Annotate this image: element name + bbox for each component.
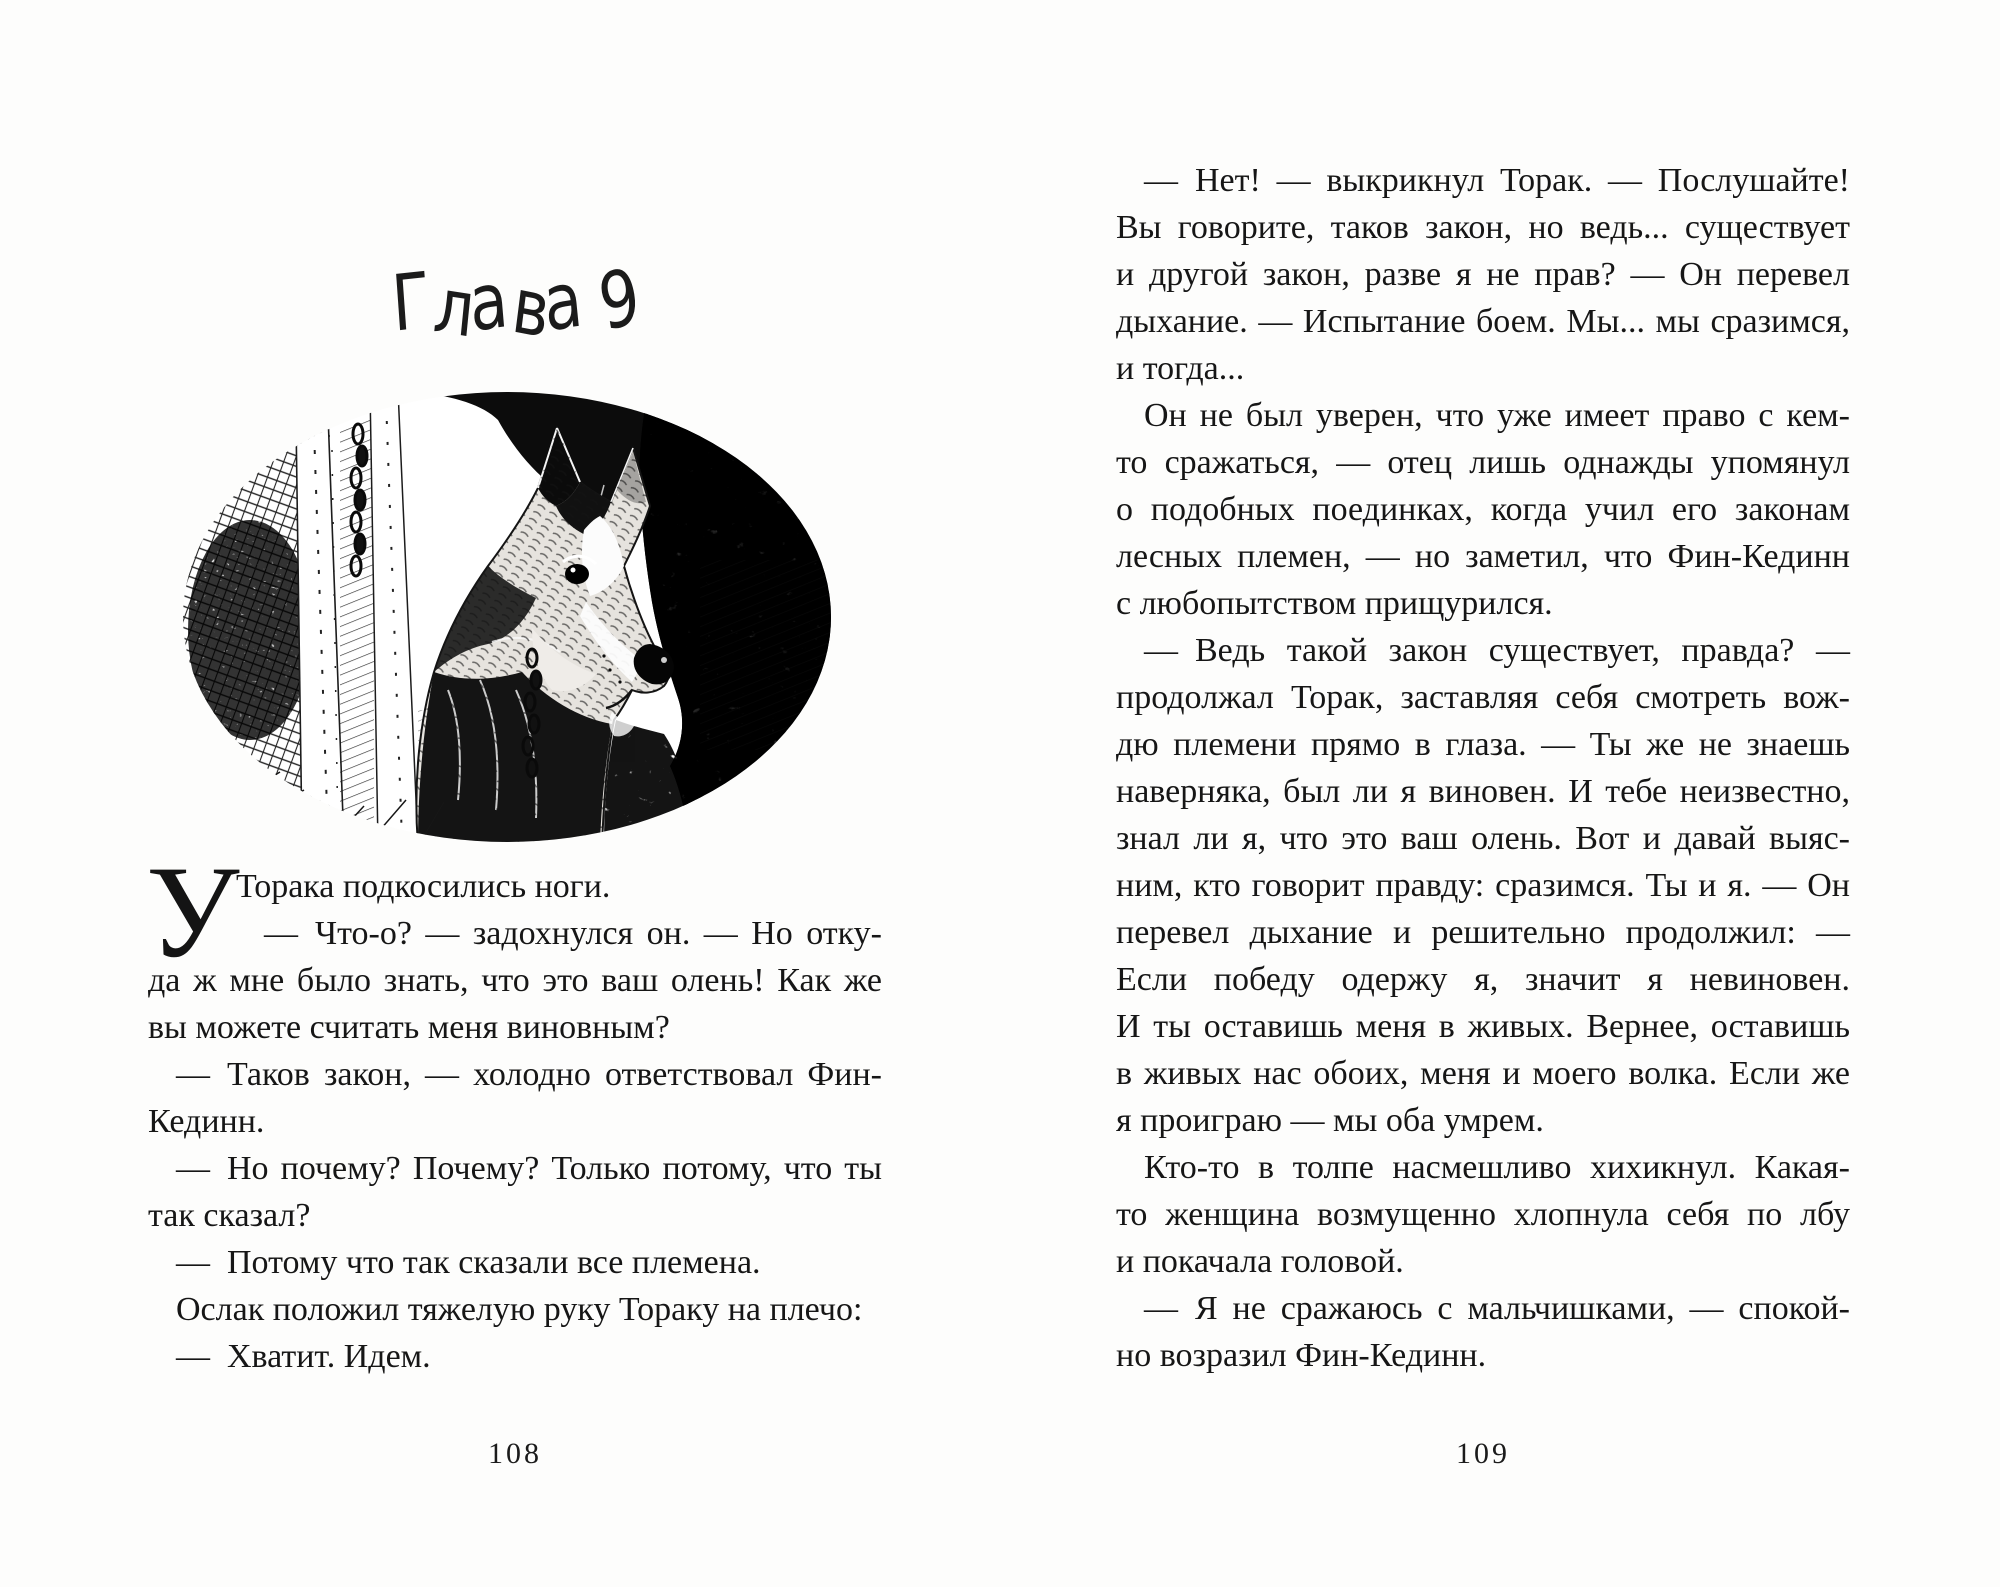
left-text-lines (148, 910, 882, 1380)
text-line: Кединн. (148, 1103, 265, 1140)
text-line: Ослак положил тяжелую руку Тораку на плечо: (176, 1291, 863, 1328)
right-text-lines (1116, 157, 1850, 1379)
text-line: наверняка, был ли я виновен. И тебе неизвестно, (1116, 773, 1850, 810)
text-line: ним, кто говорит правду: сразимся. Ты и я. — Он (1116, 867, 1850, 904)
text-line: вы можете считать меня виновным? (148, 1009, 670, 1046)
page-number-left: 108 (488, 1437, 542, 1470)
text-line: — Я не сражаюсь с мальчишками, — спокой- (1144, 1290, 1850, 1327)
text-line: знал ли я, что это ваш олень. Вот и давай выяс- (1116, 820, 1850, 857)
chapter-heading-text: Глава 9 (392, 252, 650, 357)
text-line: о подобных поединках, когда учил его законам (1116, 491, 1850, 528)
right-page-text (1116, 157, 1850, 1379)
text-line: И ты оставишь меня в живых. Вернее, оставишь (1116, 1008, 1850, 1045)
text-line: дыхание. — Испытание боем. Мы... мы сразимся, (1116, 303, 1850, 340)
text-line: с любопытством прищурился. (1116, 585, 1553, 622)
page-number-right: 109 (1456, 1437, 1510, 1470)
left-page-text (148, 863, 882, 1380)
text-line: но возразил Фин-Кединн. (1116, 1337, 1487, 1374)
text-line: лесных племен, — но заметил, что Фин-Кединн (1116, 538, 1850, 575)
text-line: и другой закон, разве я не прав? — Он перевел (1116, 256, 1850, 293)
text-line: Вы говорите, таков закон, но ведь... существует (1116, 209, 1850, 246)
wolf-illustration (180, 390, 835, 845)
text-line: перевел дыхание и решительно продолжил: — (1116, 914, 1850, 951)
text-line: — Хватит. Идем. (176, 1338, 431, 1375)
chapter-heading (392, 252, 650, 358)
text-line: — Но почему? Почему? Только потому, что ты (176, 1150, 882, 1187)
text-line: — Потому что так сказали все племена. (176, 1244, 761, 1281)
chapter-heading-lettering (392, 252, 650, 358)
text-line: продолжал Торак, заставляя себя смотреть вож- (1116, 679, 1850, 716)
wolf-vignette-drawing (180, 390, 835, 845)
text-line: — Ведь такой закон существует, правда? — (1144, 632, 1850, 669)
drop-cap: У (146, 838, 240, 985)
text-line: то сражаться, — отец лишь однажды упомянул (1116, 444, 1850, 481)
text-line: да ж мне было знать, что это ваш олень! Как же (148, 962, 882, 999)
text-line: Он не был уверен, что уже имеет право с кем- (1144, 397, 1850, 434)
text-line: — Что-о? — задохнулся он. — Но отку- (264, 915, 882, 952)
text-line: дю племени прямо в глаза. — Ты же не знаешь (1116, 726, 1850, 763)
text-line: — Таков закон, — холодно ответствовал Фин- (176, 1056, 882, 1093)
text-line: в живых нас обоих, меня и моего волка. Если же (1116, 1055, 1850, 1092)
text-line: Кто-то в толпе насмешливо хихикнул. Какая- (1144, 1149, 1850, 1186)
text-line: и тогда... (1116, 350, 1245, 387)
text-line: я проиграю — мы оба умрем. (1116, 1102, 1544, 1139)
text-line: Если победу одержу я, значит я невиновен. (1116, 961, 1850, 998)
text-line: Торака подкосились ноги. (236, 868, 611, 905)
text-line: — Нет! — выкрикнул Торак. — Послушайте! (1144, 162, 1850, 199)
text-line: то женщина возмущенно хлопнула себя по лбу (1116, 1196, 1850, 1233)
text-line: так сказал? (148, 1197, 311, 1234)
text-line: и покачала головой. (1116, 1243, 1404, 1280)
